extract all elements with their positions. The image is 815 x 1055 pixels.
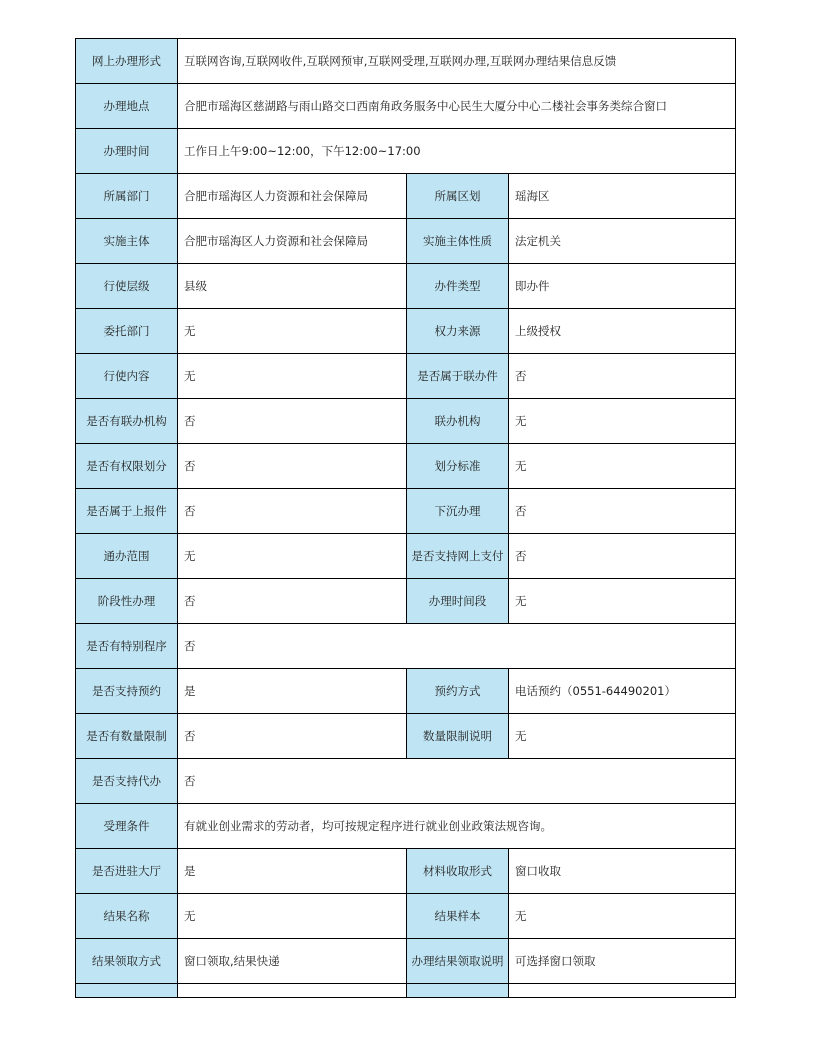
table-row <box>76 489 736 534</box>
field-label: 数量限制说明 <box>407 714 509 759</box>
empty-cell <box>407 984 509 998</box>
field-label: 结果样本 <box>407 894 509 939</box>
field-label: 是否有数量限制 <box>76 714 178 759</box>
table-row-continuation <box>76 984 736 998</box>
field-label: 是否有权限划分 <box>76 444 178 489</box>
field-value: 法定机关 <box>509 219 736 264</box>
field-value: 无 <box>509 894 736 939</box>
field-label: 结果名称 <box>76 894 178 939</box>
field-label: 办理时间 <box>76 129 178 174</box>
table-row <box>76 309 736 354</box>
empty-cell <box>509 984 736 998</box>
field-value: 否 <box>509 354 736 399</box>
table-row <box>76 894 736 939</box>
table-row <box>76 354 736 399</box>
field-value: 否 <box>178 444 407 489</box>
table-row <box>76 714 736 759</box>
field-value: 无 <box>509 399 736 444</box>
table-row <box>76 534 736 579</box>
field-value: 上级授权 <box>509 309 736 354</box>
field-value: 有就业创业需求的劳动者，均可按规定程序进行就业创业政策法规咨询。 <box>178 804 736 849</box>
field-label: 是否有特别程序 <box>76 624 178 669</box>
field-label: 权力来源 <box>407 309 509 354</box>
field-label: 委托部门 <box>76 309 178 354</box>
field-label: 网上办理形式 <box>76 39 178 84</box>
field-value: 否 <box>178 399 407 444</box>
field-label: 是否进驻大厅 <box>76 849 178 894</box>
field-label: 是否属于上报件 <box>76 489 178 534</box>
field-label: 行使层级 <box>76 264 178 309</box>
field-value: 否 <box>178 624 736 669</box>
field-value: 瑶海区 <box>509 174 736 219</box>
field-label: 受理条件 <box>76 804 178 849</box>
field-value: 无 <box>509 579 736 624</box>
field-value: 否 <box>178 579 407 624</box>
field-label: 办理地点 <box>76 84 178 129</box>
field-value: 窗口收取 <box>509 849 736 894</box>
field-label: 是否有联办机构 <box>76 399 178 444</box>
field-value: 是 <box>178 849 407 894</box>
table-row <box>76 399 736 444</box>
table-row <box>76 219 736 264</box>
table-row <box>76 624 736 669</box>
field-value: 否 <box>509 534 736 579</box>
field-value: 无 <box>509 444 736 489</box>
field-value: 否 <box>509 489 736 534</box>
field-value: 否 <box>178 714 407 759</box>
field-value: 互联网咨询,互联网收件,互联网预审,互联网受理,互联网办理,互联网办理结果信息反馈 <box>178 39 736 84</box>
field-label: 划分标准 <box>407 444 509 489</box>
service-info-table <box>75 38 736 998</box>
field-value: 即办件 <box>509 264 736 309</box>
field-label: 办理结果领取说明 <box>407 939 509 984</box>
field-value: 县级 <box>178 264 407 309</box>
field-label: 联办机构 <box>407 399 509 444</box>
table-row <box>76 444 736 489</box>
field-label: 材料收取形式 <box>407 849 509 894</box>
table-row <box>76 759 736 804</box>
table-row <box>76 579 736 624</box>
field-label: 是否支持代办 <box>76 759 178 804</box>
field-label: 是否支持网上支付 <box>407 534 509 579</box>
field-value: 否 <box>178 489 407 534</box>
field-value: 无 <box>178 309 407 354</box>
table-row <box>76 939 736 984</box>
empty-cell <box>178 984 407 998</box>
field-value: 无 <box>178 534 407 579</box>
table-row <box>76 849 736 894</box>
field-value: 合肥市瑶海区人力资源和社会保障局 <box>178 219 407 264</box>
field-value: 工作日上午9:00~12:00，下午12:00~17:00 <box>178 129 736 174</box>
field-value: 窗口领取,结果快递 <box>178 939 407 984</box>
field-value: 可选择窗口领取 <box>509 939 736 984</box>
field-value: 电话预约（0551-64490201） <box>509 669 736 714</box>
field-label: 办件类型 <box>407 264 509 309</box>
table-row <box>76 264 736 309</box>
field-label: 是否支持预约 <box>76 669 178 714</box>
field-label: 行使内容 <box>76 354 178 399</box>
field-value: 无 <box>178 894 407 939</box>
field-value: 合肥市瑶海区人力资源和社会保障局 <box>178 174 407 219</box>
empty-cell <box>76 984 178 998</box>
field-label: 所属区划 <box>407 174 509 219</box>
field-label: 结果领取方式 <box>76 939 178 984</box>
field-value: 否 <box>178 759 736 804</box>
table-row <box>76 129 736 174</box>
field-value: 是 <box>178 669 407 714</box>
field-label: 办理时间段 <box>407 579 509 624</box>
table-row <box>76 804 736 849</box>
table-row <box>76 39 736 84</box>
table-row <box>76 174 736 219</box>
field-label: 通办范围 <box>76 534 178 579</box>
table-row <box>76 669 736 714</box>
field-label: 实施主体性质 <box>407 219 509 264</box>
field-value: 合肥市瑶海区慈湖路与雨山路交口西南角政务服务中心民生大厦分中心二楼社会事务类综合窗口 <box>178 84 736 129</box>
field-label: 阶段性办理 <box>76 579 178 624</box>
table-row <box>76 84 736 129</box>
field-label: 预约方式 <box>407 669 509 714</box>
field-label: 所属部门 <box>76 174 178 219</box>
field-value: 无 <box>509 714 736 759</box>
field-label: 是否属于联办件 <box>407 354 509 399</box>
field-label: 实施主体 <box>76 219 178 264</box>
field-value: 无 <box>178 354 407 399</box>
field-label: 下沉办理 <box>407 489 509 534</box>
